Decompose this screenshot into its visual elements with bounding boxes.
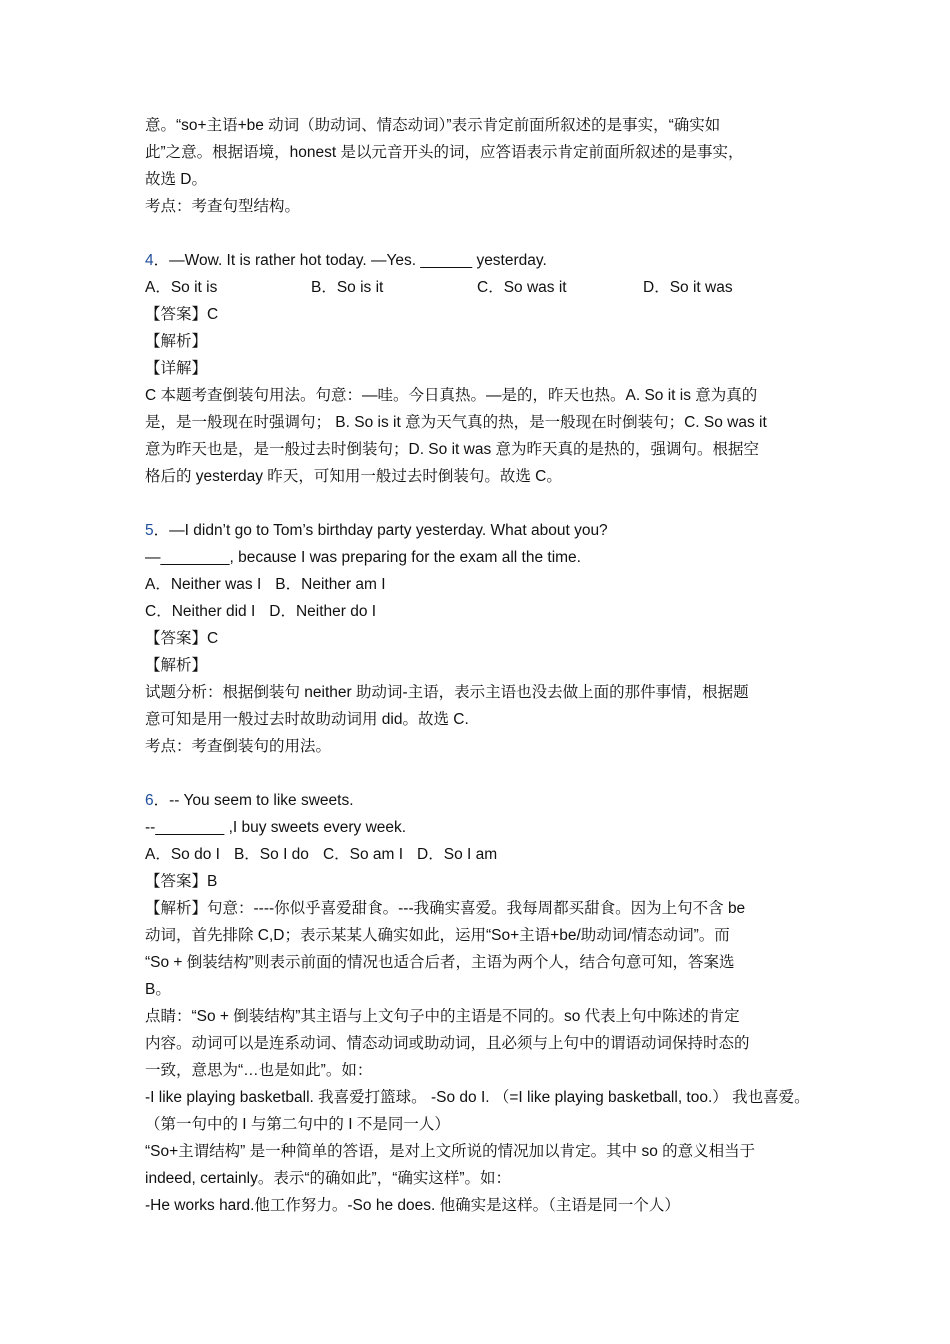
option-d: D．So I am	[417, 846, 498, 863]
question-6-options	[145, 841, 815, 868]
analysis-tag: 【解析】	[145, 333, 208, 350]
question-5-stem-2: —________, because I was preparing for the exam all the time.	[145, 549, 581, 566]
spacer	[145, 760, 815, 787]
option-b: B．Neither am I	[275, 576, 386, 593]
option-b: B．So I do	[233, 846, 309, 863]
detail-line: 格后的 yesterday 昨天，可知用一般过去时倒装句。故选 C。	[145, 468, 562, 485]
question-4-stem	[145, 247, 815, 274]
question-text: —I didn’t go to Tom’s birthday party yesterday. What about you?	[169, 522, 608, 539]
analysis-line: B。	[145, 981, 171, 998]
analysis-line: 点睛：“So + 倒装结构”其主语与上文句子中的主语是不同的。so 代表上句中陈述的肯定	[145, 1008, 740, 1025]
analysis-line: 内容。动词可以是连系动词、情态动词或助动词，且必须与上句中的谓语动词保持时态的	[145, 1035, 750, 1052]
spacer	[145, 490, 815, 517]
analysis-line: 【解析】句意：----你似乎喜爱甜食。---我确实喜爱。我每周都买甜食。因为上句不含 be	[145, 900, 746, 917]
analysis-line: 意可知是用一般过去时故助动词用 did。故选 C.	[145, 711, 469, 728]
option-c: C．So am I	[322, 846, 404, 863]
question-4-options	[145, 274, 815, 301]
detail-tag: 【详解】	[145, 360, 208, 377]
option-a: A．So it is	[145, 279, 218, 296]
question-dot: ．	[153, 792, 170, 809]
question-dot: ．	[153, 522, 170, 539]
analysis-line: 试题分析：根据倒装句 neither 助动词-主语，表示主语也没去做上面的那件事情，根据题	[145, 684, 749, 701]
question-5-options-row2	[145, 598, 815, 625]
question-number: 5	[145, 522, 154, 539]
analysis-line: “So + 倒装结构”则表示前面的情况也适合后者，主语为两个人，结合句意可知，答案选	[145, 954, 735, 971]
text-line: 故选 D。	[145, 171, 208, 188]
detail-line: C 本题考查倒装句用法。句意：—哇。今日真热。—是的，昨天也热。A. So it is 意为真的	[145, 387, 758, 404]
analysis-line: -He works hard.他工作努力。-So he does. 他确实是这样。（主语是同一个人）	[145, 1197, 680, 1214]
test-point: 考点：考查句型结构。	[145, 198, 301, 215]
option-c: C．So was it	[477, 279, 567, 296]
option-a: A．Neither was I	[145, 576, 262, 593]
text-line: 意。“so+主语+be 动词（助动词、情态动词）”表示肯定前面所叙述的是事实，“确实如	[145, 117, 721, 134]
analysis-line: “So+主谓结构” 是一种简单的答语，是对上文所说的情况加以肯定。其中 so 的意义相当于	[145, 1143, 756, 1160]
question-text: —Wow. It is rather hot today. —Yes. ______ yesterday.	[169, 252, 547, 269]
question-number: 6	[145, 792, 154, 809]
question-dot: ．	[153, 252, 170, 269]
analysis-tag: 【解析】	[145, 657, 208, 674]
document-body	[145, 112, 815, 1219]
detail-line: 意为昨天也是，是一般过去时倒装句；D. So it was 意为昨天真的是热的，强调句。根据空	[145, 441, 760, 458]
answer: 【答案】B	[145, 873, 218, 890]
analysis-line: indeed, certainly。表示“的确如此”，“确实这样”。如：	[145, 1170, 512, 1187]
detail-line: 是，是一般现在时强调句； B. So is it 意为天气真的热，是一般现在时倒装句；C. So was it	[145, 414, 767, 431]
test-point: 考点：考查倒装句的用法。	[145, 738, 332, 755]
question-number: 4	[145, 252, 154, 269]
question-text: -- You seem to like sweets.	[169, 792, 354, 809]
text-line: 此”之意。根据语境，honest 是以元音开头的词，应答语表示肯定前面所叙述的是事实，	[145, 144, 744, 161]
question-6-stem	[145, 787, 815, 814]
analysis-line: （第一句中的 I 与第二句中的 I 不是同一人）	[145, 1116, 450, 1133]
option-a: A．So do I	[145, 846, 220, 863]
spacer	[145, 220, 815, 247]
question-6-stem-2: --________ ,I buy sweets every week.	[145, 819, 407, 836]
question-5-stem	[145, 517, 815, 544]
question-5-options-row1	[145, 571, 815, 598]
option-b: B．So is it	[311, 279, 384, 296]
analysis-line: -I like playing basketball. 我喜爱打篮球。 -So do I. （=I like playing basketball, too.） 我也喜爱。	[145, 1089, 810, 1106]
answer: 【答案】C	[145, 306, 219, 323]
analysis-line: 动词，首先排除 C,D；表示某某人确实如此，运用“So+主语+be/助动词/情态动词”。而	[145, 927, 730, 944]
option-c: C．Neither did I	[145, 603, 256, 620]
answer: 【答案】C	[145, 630, 219, 647]
option-d: D．Neither do I	[269, 603, 377, 620]
option-d: D．So it was	[643, 279, 733, 296]
analysis-line: 一致，意思为“…也是如此”。如：	[145, 1062, 373, 1079]
